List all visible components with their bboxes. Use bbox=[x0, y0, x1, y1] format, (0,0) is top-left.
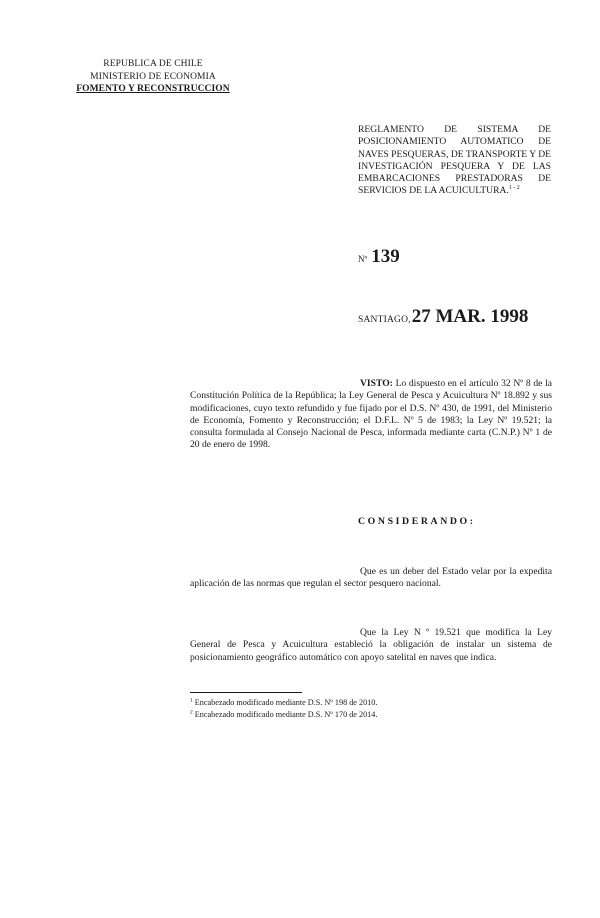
letterhead-ministry: MINISTERIO DE ECONOMIA bbox=[90, 71, 216, 82]
document-title bbox=[358, 124, 551, 198]
decree-number-label: Nº bbox=[358, 254, 368, 264]
footnote-marker: 2 bbox=[190, 708, 193, 715]
decree-date-value: 27 MAR. 1998 bbox=[411, 306, 529, 327]
decree-date bbox=[358, 306, 528, 328]
footnote-item bbox=[190, 709, 377, 721]
footnote-marker: 1 bbox=[190, 697, 193, 704]
decree-number bbox=[358, 246, 400, 268]
visto-paragraph bbox=[190, 378, 552, 452]
visto-text: Lo dispuesto en el artículo 32 Nº 8 de la Constitución Política de la República; la Ley General de Pesca y Acuicultura Nº 18.892 y sus modificaciones, cuyo texto refundido y fue fijado por el D.S. Nº 430, de 1991, del Ministerio de Economía, Fomento y Reconstrucción; el D.F.L. Nº 5 de 1983; la Ley Nº 19.521; la consulta formulada al Consejo Nacional de Pesca, informada mediante carta (C.N.P.) Nº 1 de 20 de enero de 1998. bbox=[190, 378, 552, 451]
footnote-divider bbox=[190, 692, 302, 693]
considerando-paragraph-1-text: Que es un deber del Estado velar por la expedita aplicación de las normas que regulan el sector pesquero nacional. bbox=[190, 566, 552, 590]
letterhead-country: REPUBLICA DE CHILE bbox=[103, 59, 203, 69]
considerando-paragraph-1 bbox=[190, 566, 552, 591]
visto-heading: VISTO: bbox=[360, 378, 393, 389]
footnote-text: Encabezado modificado mediante D.S. Nº 198 de 2010. bbox=[194, 698, 378, 707]
title-footnote-refs: 1 - 2 bbox=[508, 185, 520, 192]
footnote-item bbox=[190, 697, 377, 709]
decree-date-place: SANTIAGO, bbox=[358, 315, 411, 325]
considerando-paragraph-2 bbox=[190, 627, 552, 664]
letterhead-division: FOMENTO Y RECONSTRUCCION bbox=[76, 84, 230, 94]
considerando-heading: CONSIDERANDO: bbox=[358, 516, 476, 527]
footnote-text: Encabezado modificado mediante D.S. Nº 170 de 2014. bbox=[194, 709, 378, 719]
document-title-text: REGLAMENTO DE SISTEMA DE POSICIONAMIENTO AUTOMATICO DE NAVES PESQUERAS, DE TRANSPORTE Y DE INVESTIGACIÓN PESQUERA Y DE LAS EMBARCACIONES PRESTADORAS DE SERVICIOS DE LA ACUICULTURA. bbox=[358, 124, 551, 197]
letterhead bbox=[58, 58, 248, 96]
considerando-paragraph-2-text: Que la Ley N º 19.521 que modifica la Ley General de Pesca y Acuicultura estableció la obligación de instalar un sistema de posicionamiento geográfico automático con apoyo satelital en naves que indica. bbox=[190, 627, 552, 663]
decree-number-value: 139 bbox=[371, 246, 400, 267]
footnotes bbox=[190, 697, 377, 720]
